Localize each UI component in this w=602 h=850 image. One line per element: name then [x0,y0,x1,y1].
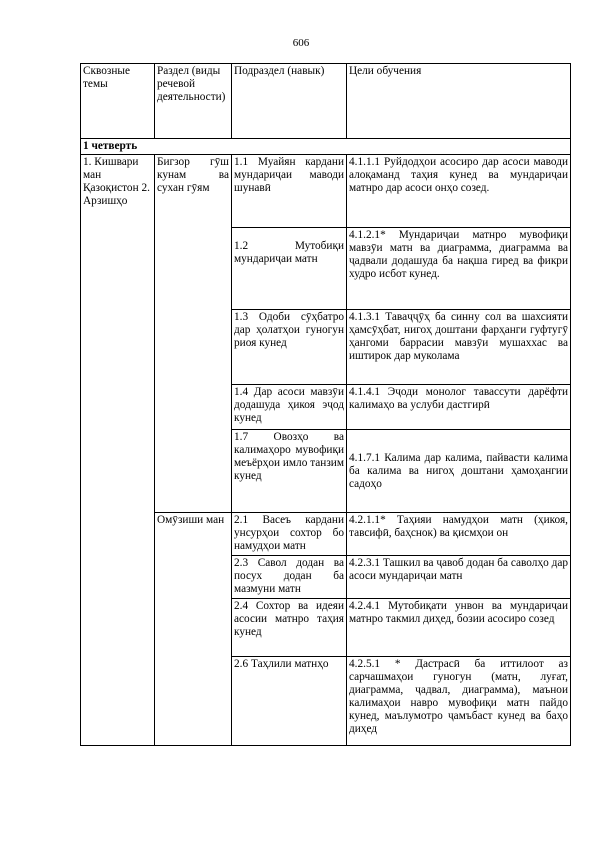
goal-cell: 4.1.4.1 Эҷоди монолог тавассути дарёфти калимаҳо ва услуби дастгирӣ [347,385,571,430]
section-name: Бигзор гӯш кунам ва сухан гӯям [155,155,232,513]
header-subsection: Подраздел (навык) [232,64,347,139]
goal-cell: 4.2.5.1 * Дастрасӣ ба иттилоот аз сарчашмаҳои гуногун (матн, луғат, диаграмма, ҷадвал, диаграмма), маънои калимаҳои навро мувофиқи матн пайдо кунед, маълумотро ҷамъбаст кунед ва баҳо диҳед [347,657,571,746]
subsection-cell: 1.3 Одоби сӯҳбатро дар ҳолатҳои гуногун риоя кунед [232,310,347,385]
page-number: 606 [292,37,310,49]
table-row [81,513,571,556]
subsection-cell: 2.1 Васеъ кардани унсурҳои сохтор бо намудҳои матн [232,513,347,556]
goal-cell: 4.1.1.1 Руйдодҳои асосиро дар асоси маводи алоқаманд таҳия кунед ва мундариҷаи матнро дар асоси онҳо созед. [347,155,571,228]
subsection-cell: 2.6 Таҳлили матнҳо [232,657,347,746]
subsection-cell: 2.4 Сохтор ва идеяи асосии матнро таҳия кунед [232,599,347,657]
quarter-row [81,139,571,155]
header-cross-cutting-themes: Сквозные темы [81,64,155,139]
goal-cell: 4.1.3.1 Таваҷҷӯҳ ба синну сол ва шахсияти ҳамсӯҳбат, нигоҳ доштани фарҳанги гуфтугӯ ҳангоми баррасии мавзӯи мушаххас ва иштирок дар муколама [347,310,571,385]
goal-cell: 4.2.4.1 Мутобиқати унвон ва мундариҷаи матнро такмил диҳед, бозии асосиро созед [347,599,571,657]
header-section: Раздел (виды речевой деятельности) [155,64,232,139]
section-name: Омӯзиши ман [155,513,232,746]
subsection-cell: 2.3 Савол додан ва посух додан ба мазмуни матн [232,556,347,599]
header-row [81,64,571,139]
header-learning-goals: Цели обучения [347,64,571,139]
goal-cell: 4.2.1.1* Таҳияи намудҳои матн (ҳикоя, тавсифӣ, баҳснок) ва қисмҳои он [347,513,571,556]
theme-cell: 1. Кишвари ман Қазоқистон 2. Арзишҳо [81,155,155,746]
subsection-cell: 1.4 Дар асоси мавзӯи додашуда ҳикоя эҷод кунед [232,385,347,430]
curriculum-table [80,63,571,746]
subsection-cell: 1.1 Муайян кардани мундариҷаи маводи шунавӣ [232,155,347,228]
goal-cell: 4.1.7.1 Калима дар калима, пайвасти калима ба калима ва нигоҳ доштани ҳамоҳангии садоҳо [347,430,571,513]
table-row [81,155,571,228]
goal-cell: 4.2.3.1 Ташкил ва ҷавоб додан ба саволҳо дар асоси мундариҷаи матн [347,556,571,599]
goal-cell: 4.1.2.1* Мундариҷаи матнро мувофиқи мавзӯи матн ва диаграмма, диаграмма ва ҷадвали додашуда ба нақша гиред ва фикри худро исбот кунед. [347,228,571,310]
subsection-cell: 1.7 Овозҳо ва калимаҳоро мувофиқи меъёрҳои имло танзим кунед [232,430,347,513]
quarter-label: 1 четверть [81,139,571,155]
subsection-cell: 1.2 Мутобиқи мундариҷаи матн [232,228,347,310]
